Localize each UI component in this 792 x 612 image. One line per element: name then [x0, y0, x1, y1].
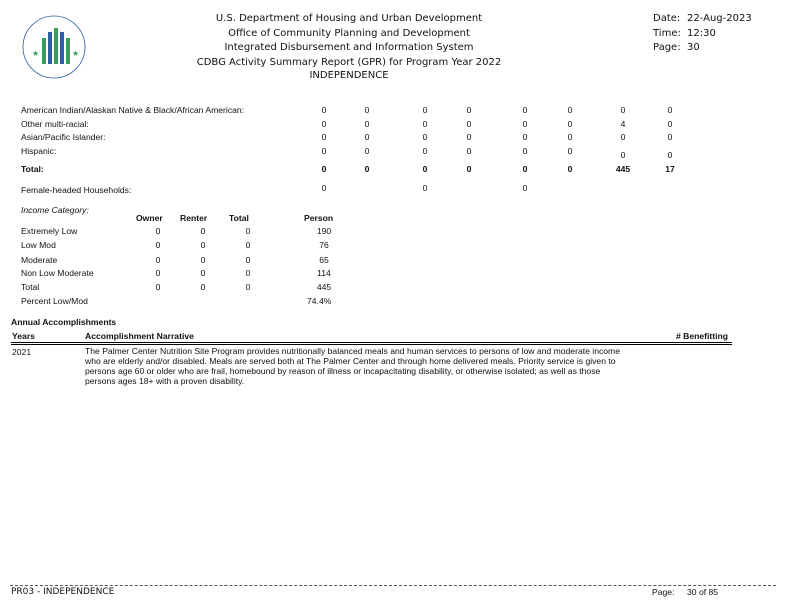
- race-value: 0: [466, 105, 472, 115]
- race-value: 0: [620, 150, 626, 160]
- female-headed-label: Female-headed Households:: [21, 185, 132, 195]
- total-value: 0: [522, 164, 528, 174]
- race-value: 0: [422, 146, 428, 156]
- narrative-line: persons ages 18+ with a proven disability.: [85, 376, 245, 386]
- race-row-label: American Indian/Alaskan Native & Black/African American:: [21, 105, 245, 115]
- female-value: 0: [522, 183, 528, 193]
- race-value: 0: [522, 132, 528, 142]
- race-value: 0: [567, 146, 573, 156]
- race-value: 0: [667, 132, 673, 142]
- total-value: 0: [466, 164, 472, 174]
- total-value: 17: [665, 164, 675, 174]
- footer-page-value: 30 of 85: [687, 587, 719, 597]
- footer-rule: [10, 585, 776, 586]
- accomplishment-year: 2021: [12, 347, 32, 357]
- date-value: 22-Aug-2023: [687, 13, 752, 24]
- col-renter: Renter: [180, 213, 208, 223]
- hud-logo: [12, 12, 96, 82]
- income-value: 445: [316, 282, 332, 292]
- total-value: 0: [321, 164, 327, 174]
- income-value: 0: [155, 226, 161, 236]
- race-value: 0: [422, 119, 428, 129]
- col-accomplishment-narrative: Accomplishment Narrative: [85, 331, 194, 341]
- svg-text:★: ★: [32, 49, 40, 58]
- race-value: 0: [522, 119, 528, 129]
- header-grantee: INDEPENDENCE: [309, 70, 389, 81]
- race-value: 0: [567, 119, 573, 129]
- income-value: 0: [155, 282, 161, 292]
- income-value: 0: [245, 240, 251, 250]
- footer-report-id: PR03 - INDEPENDENCE: [11, 587, 115, 597]
- race-value: 0: [466, 146, 472, 156]
- time-value: 12:30: [687, 28, 716, 39]
- race-value: 0: [364, 119, 370, 129]
- race-value: 0: [522, 105, 528, 115]
- race-value: 0: [466, 119, 472, 129]
- time-label: Time:: [653, 28, 681, 39]
- percent-low-mod-value: 74.4%: [307, 296, 332, 306]
- race-value: 0: [321, 119, 327, 129]
- race-value: 0: [667, 119, 673, 129]
- income-value: 190: [316, 226, 332, 236]
- col-benefitting: # Benefitting: [676, 331, 729, 341]
- annual-accomplishments-title: Annual Accomplishments: [11, 317, 117, 327]
- income-value: 0: [200, 240, 206, 250]
- income-value: 0: [155, 240, 161, 250]
- race-value: 0: [567, 132, 573, 142]
- income-value: 0: [245, 226, 251, 236]
- income-value: 0: [155, 255, 161, 265]
- race-value: 0: [422, 132, 428, 142]
- footer-page-label: Page:: [652, 587, 675, 597]
- svg-text:★: ★: [72, 49, 80, 58]
- narrative-line: who are elderly and/or disabled. Meals are served both at The Palmer Center and through home delivered meals. Priority service is given to: [85, 356, 616, 366]
- female-value: 0: [422, 183, 428, 193]
- race-row-label: Asian/Pacific Islander:: [21, 132, 106, 142]
- income-value: 0: [200, 268, 206, 278]
- race-row-label: Other multi-racial:: [21, 119, 89, 129]
- income-row-label: Total: [21, 282, 40, 292]
- header-office: Office of Community Planning and Development: [228, 28, 470, 39]
- total-row-label: Total:: [21, 164, 44, 174]
- date-label: Date:: [653, 13, 681, 24]
- income-value: 76: [319, 240, 329, 250]
- income-row-label: Extremely Low: [21, 226, 78, 236]
- income-row-label: Low Mod: [21, 240, 56, 250]
- narrative-line: The Palmer Center Nutrition Site Program provides nutritionally balanced meals and human services to persons of low and moderate income: [85, 346, 620, 356]
- race-value: 0: [321, 146, 327, 156]
- race-value: 0: [364, 132, 370, 142]
- header-agency: U.S. Department of Housing and Urban Development: [215, 13, 483, 24]
- header-rule: [11, 342, 732, 343]
- income-value: 114: [317, 268, 331, 278]
- race-value: 0: [567, 105, 573, 115]
- percent-low-mod-label: Percent Low/Mod: [21, 296, 88, 306]
- race-value: 0: [620, 132, 626, 142]
- race-value: 0: [466, 132, 472, 142]
- race-value: 0: [522, 146, 528, 156]
- col-person: Person: [304, 213, 334, 223]
- income-value: 0: [245, 268, 251, 278]
- income-row-label: Non Low Moderate: [21, 268, 94, 278]
- race-value: 0: [422, 105, 428, 115]
- header-rule: [11, 344, 732, 345]
- col-owner: Owner: [136, 213, 163, 223]
- income-value: 0: [200, 282, 206, 292]
- race-row-label: Hispanic:: [21, 146, 57, 156]
- total-value: 0: [364, 164, 370, 174]
- race-value: 0: [321, 132, 327, 142]
- race-value: 0: [321, 105, 327, 115]
- income-value: 0: [155, 268, 161, 278]
- income-row-label: Moderate: [21, 255, 58, 265]
- race-value: 0: [667, 105, 673, 115]
- total-value: 0: [422, 164, 428, 174]
- col-total: Total: [229, 213, 249, 223]
- female-value: 0: [321, 183, 327, 193]
- header-report-title: CDBG Activity Summary Report (GPR) for Program Year 2022: [196, 57, 502, 68]
- income-value: 0: [200, 226, 206, 236]
- race-value: 4: [620, 119, 626, 129]
- income-value: 0: [245, 255, 251, 265]
- income-category-title: Income Category:: [21, 205, 89, 215]
- total-value: 0: [567, 164, 573, 174]
- page-value: 30: [687, 42, 700, 53]
- race-value: 0: [364, 146, 370, 156]
- race-value: 0: [667, 150, 673, 160]
- col-years: Years: [12, 331, 35, 341]
- header-system: Integrated Disbursement and Information System: [224, 42, 474, 53]
- total-value: 445: [615, 164, 631, 174]
- page-label: Page:: [653, 42, 681, 53]
- income-value: 0: [200, 255, 206, 265]
- narrative-line: persons age 60 or older who are frail, homebound by reason of illness or incapacitating disability, or otherwise isolated; as well as those: [85, 366, 601, 376]
- race-value: 0: [364, 105, 370, 115]
- income-value: 0: [245, 282, 251, 292]
- income-value: 65: [319, 255, 329, 265]
- race-value: 0: [620, 105, 626, 115]
